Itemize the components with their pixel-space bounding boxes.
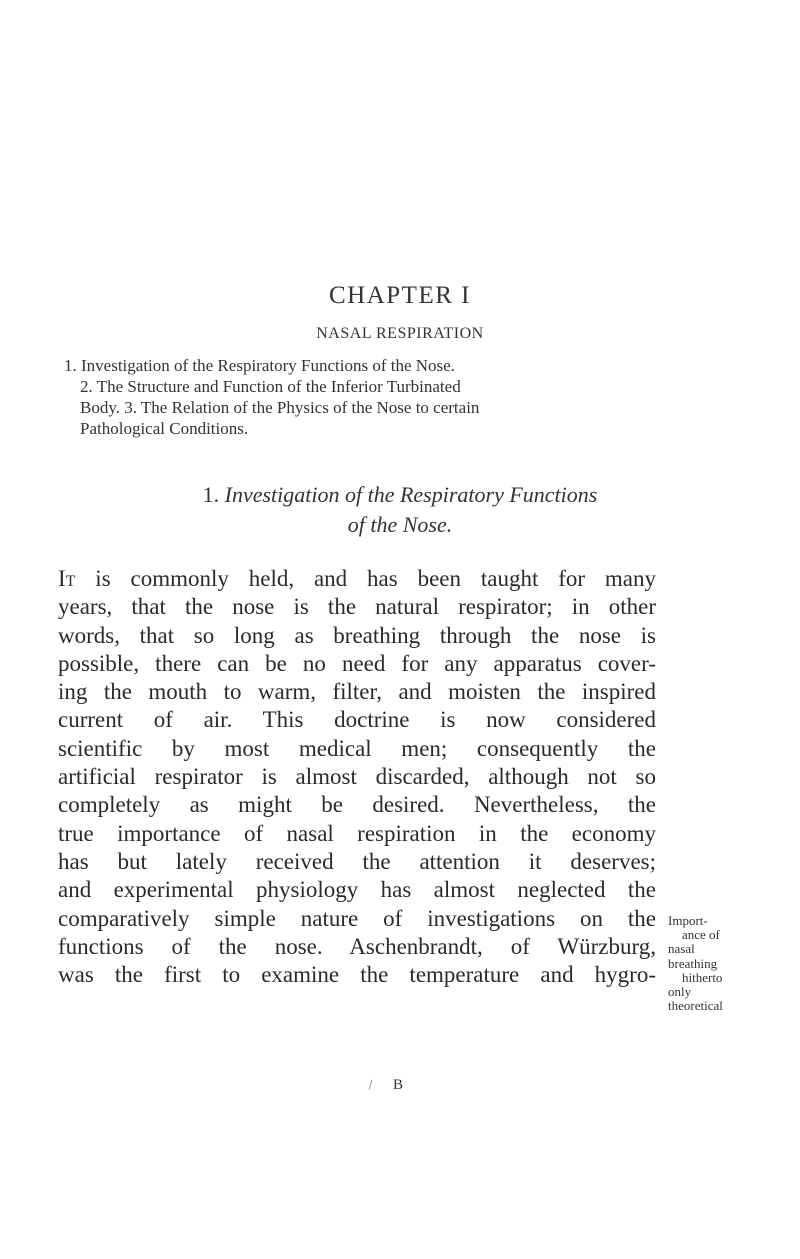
margin-note-line: theoretical	[668, 998, 723, 1014]
chapter-title: CHAPTER I	[329, 282, 471, 309]
signature-mark: B	[393, 1077, 404, 1093]
summary-line: Body. 3. The Relation of the Physics of the Nose to certain	[80, 398, 480, 417]
margin-note-line: Import-	[668, 913, 708, 928]
body-line	[58, 565, 656, 593]
body-line: years, that the nose is the natural respirator; in other	[58, 594, 656, 620]
body-line: possible, there can be no need for any apparatus cover-	[58, 650, 656, 676]
chapter-subtitle: NASAL RESPIRATION	[316, 325, 484, 342]
section-title-part-1: Investigation of the Respiratory Functions	[224, 482, 598, 507]
body-line: has but lately received the attention it deserves;	[58, 848, 656, 874]
section-heading-line-1	[0, 480, 800, 510]
margin-note-line: hitherto	[682, 969, 723, 985]
body-paragraph	[58, 565, 656, 989]
margin-note-line: only	[668, 984, 692, 1000]
body-line: scientific by most medical men; consequently the	[58, 735, 656, 761]
body-line: comparatively simple nature of investigations on the	[58, 905, 656, 931]
body-line: and experimental physiology has almost neglected the	[58, 877, 656, 903]
chapter-summary	[58, 355, 698, 439]
body-line: functions of the nose. Aschenbrandt, of Würzburg,	[58, 933, 656, 959]
body-line: completely as might be desired. Nevertheless, the	[58, 792, 656, 818]
section-title-part-2: of the Nose.	[347, 512, 453, 537]
body-line: words, that so long as breathing through the nose is	[58, 622, 656, 648]
body-line: ing the mouth to warm, filter, and moisten the inspired	[58, 679, 656, 705]
margin-note	[668, 914, 798, 1013]
body-line: was the first to examine the temperature and hygro-	[58, 962, 656, 988]
margin-note-line: breathing	[668, 955, 718, 971]
body-line: current of air. This doctrine is now considered	[58, 707, 656, 733]
section-number: 1.	[202, 482, 220, 507]
summary-line: 1. Investigation of the Respiratory Functions of the Nose.	[64, 356, 455, 375]
body-line: true importance of nasal respiration in the economy	[58, 820, 656, 846]
body-line-text: is commonly held, and has been taught for many	[75, 566, 656, 591]
drop-word: It	[58, 566, 76, 591]
section-heading	[0, 480, 800, 540]
body-line: artificial respirator is almost discarded, although not so	[58, 764, 656, 790]
margin-note-line: nasal	[668, 941, 695, 957]
summary-line: 2. The Structure and Function of the Inferior Turbinated	[80, 377, 461, 396]
summary-line: Pathological Conditions.	[80, 419, 249, 438]
margin-note-line: ance of	[682, 927, 720, 943]
print-speck	[369, 1080, 375, 1091]
